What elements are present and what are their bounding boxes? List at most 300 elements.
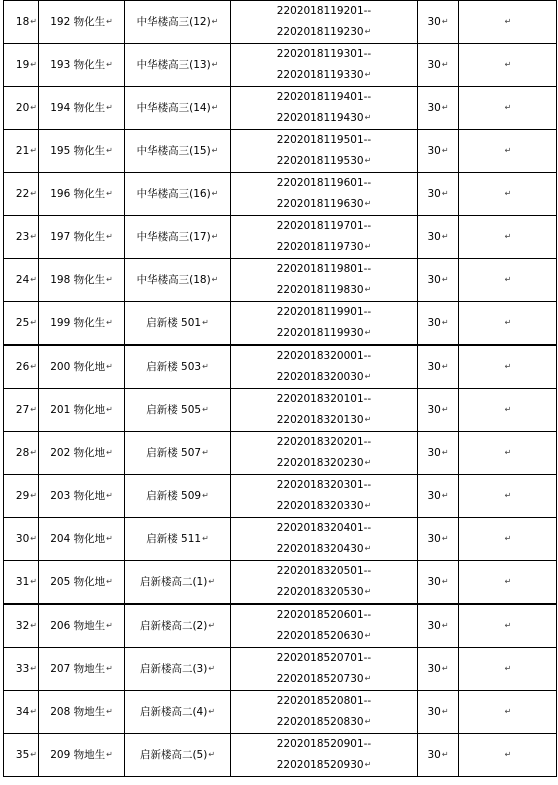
range-end bbox=[231, 194, 417, 215]
class-cell bbox=[39, 475, 125, 518]
count-text: 30 bbox=[427, 58, 441, 71]
paragraph-mark-icon: ↵ bbox=[30, 59, 37, 69]
range-cell bbox=[231, 734, 418, 777]
row-number-text: 23 bbox=[15, 230, 30, 243]
range-end bbox=[231, 65, 417, 86]
range-start: 2202018520801-- bbox=[276, 695, 372, 707]
count-cell bbox=[418, 734, 459, 777]
range-end-text: 2202018119530 bbox=[276, 155, 364, 167]
range-cell bbox=[231, 604, 418, 648]
count-text: 30 bbox=[427, 705, 441, 718]
range-end bbox=[231, 626, 417, 647]
paragraph-mark-icon: ↵ bbox=[202, 317, 209, 327]
count-text: 30 bbox=[427, 748, 441, 761]
paragraph-mark-icon: ↵ bbox=[106, 706, 113, 716]
row-number-text: 25 bbox=[15, 316, 30, 329]
room-cell bbox=[125, 561, 231, 605]
table-row bbox=[4, 432, 557, 475]
range-cell bbox=[231, 518, 418, 561]
paragraph-mark-icon: ↵ bbox=[364, 242, 372, 251]
paragraph-mark-icon: ↵ bbox=[441, 447, 449, 457]
class-cell bbox=[39, 734, 125, 777]
paragraph-mark-icon: ↵ bbox=[504, 231, 512, 241]
range-cell bbox=[231, 561, 418, 605]
note-cell bbox=[459, 216, 557, 259]
paragraph-mark-icon: ↵ bbox=[211, 102, 219, 112]
table-row bbox=[4, 259, 557, 302]
room-text: 启新楼 505 bbox=[146, 403, 202, 416]
row-number-cell bbox=[4, 734, 39, 777]
count-text: 30 bbox=[427, 187, 441, 200]
row-number-cell bbox=[4, 432, 39, 475]
paragraph-mark-icon: ↵ bbox=[364, 372, 372, 381]
room-cell bbox=[125, 648, 231, 691]
table-row bbox=[4, 1, 557, 44]
paragraph-mark-icon: ↵ bbox=[364, 674, 372, 683]
room-text: 中华楼高三(15) bbox=[136, 144, 211, 157]
table-row bbox=[4, 44, 557, 87]
paragraph-mark-icon: ↵ bbox=[504, 59, 512, 69]
paragraph-mark-icon: ↵ bbox=[364, 70, 372, 79]
range-end-text: 2202018320530 bbox=[276, 586, 364, 598]
range-cell bbox=[231, 44, 418, 87]
paragraph-mark-icon: ↵ bbox=[30, 145, 37, 155]
range-start: 2202018119701-- bbox=[276, 220, 372, 232]
table-row bbox=[4, 561, 557, 605]
row-number-cell bbox=[4, 648, 39, 691]
range-start: 2202018520701-- bbox=[276, 652, 372, 664]
range-cell bbox=[231, 1, 418, 44]
row-number-cell bbox=[4, 561, 39, 605]
row-number-text: 20 bbox=[15, 101, 30, 114]
room-cell bbox=[125, 691, 231, 734]
row-number-cell bbox=[4, 1, 39, 44]
count-cell bbox=[418, 302, 459, 346]
range-end bbox=[231, 367, 417, 388]
range-cell bbox=[231, 216, 418, 259]
paragraph-mark-icon: ↵ bbox=[504, 404, 512, 414]
note-cell bbox=[459, 259, 557, 302]
room-text: 启新楼 509 bbox=[146, 489, 202, 502]
paragraph-mark-icon: ↵ bbox=[106, 16, 113, 26]
row-number-text: 26 bbox=[15, 360, 30, 373]
range-start: 2202018320401-- bbox=[276, 522, 372, 534]
class-cell bbox=[39, 691, 125, 734]
row-number-text: 33 bbox=[15, 662, 30, 675]
range-end bbox=[231, 280, 417, 301]
table-row bbox=[4, 691, 557, 734]
count-cell bbox=[418, 432, 459, 475]
room-cell bbox=[125, 44, 231, 87]
row-number-text: 29 bbox=[15, 489, 30, 502]
row-number-cell bbox=[4, 216, 39, 259]
room-text: 中华楼高三(18) bbox=[136, 273, 211, 286]
table-row bbox=[4, 302, 557, 346]
range-cell bbox=[231, 648, 418, 691]
row-number-cell bbox=[4, 389, 39, 432]
count-cell bbox=[418, 345, 459, 389]
paragraph-mark-icon: ↵ bbox=[441, 231, 449, 241]
note-cell bbox=[459, 691, 557, 734]
class-text: 194 物化生 bbox=[50, 101, 106, 114]
range-end bbox=[231, 237, 417, 258]
range-cell bbox=[231, 389, 418, 432]
table-row bbox=[4, 173, 557, 216]
paragraph-mark-icon: ↵ bbox=[441, 749, 449, 759]
room-text: 启新楼高二(2) bbox=[139, 619, 208, 632]
paragraph-mark-icon: ↵ bbox=[202, 533, 209, 543]
count-cell bbox=[418, 561, 459, 605]
class-cell bbox=[39, 302, 125, 346]
paragraph-mark-icon: ↵ bbox=[364, 285, 372, 294]
note-cell bbox=[459, 302, 557, 346]
table-row bbox=[4, 87, 557, 130]
row-number-text: 28 bbox=[15, 446, 30, 459]
range-end bbox=[231, 755, 417, 776]
range-start: 2202018520901-- bbox=[276, 738, 372, 750]
table-row bbox=[4, 734, 557, 777]
class-cell bbox=[39, 44, 125, 87]
paragraph-mark-icon: ↵ bbox=[208, 749, 216, 759]
count-text: 30 bbox=[427, 532, 441, 545]
table-row bbox=[4, 216, 557, 259]
paragraph-mark-icon: ↵ bbox=[364, 415, 372, 424]
count-cell bbox=[418, 130, 459, 173]
count-cell bbox=[418, 604, 459, 648]
room-cell bbox=[125, 1, 231, 44]
room-cell bbox=[125, 130, 231, 173]
row-number-text: 27 bbox=[15, 403, 30, 416]
row-number-cell bbox=[4, 173, 39, 216]
paragraph-mark-icon: ↵ bbox=[211, 16, 219, 26]
class-cell bbox=[39, 604, 125, 648]
paragraph-mark-icon: ↵ bbox=[504, 317, 512, 327]
paragraph-mark-icon: ↵ bbox=[106, 274, 113, 284]
class-text: 192 物化生 bbox=[50, 15, 106, 28]
class-text: 203 物化地 bbox=[50, 489, 106, 502]
note-cell bbox=[459, 561, 557, 605]
paragraph-mark-icon: ↵ bbox=[106, 188, 113, 198]
paragraph-mark-icon: ↵ bbox=[441, 361, 449, 371]
paragraph-mark-icon: ↵ bbox=[106, 231, 113, 241]
room-text: 启新楼 507 bbox=[146, 446, 202, 459]
paragraph-mark-icon: ↵ bbox=[441, 59, 449, 69]
range-end-text: 2202018320130 bbox=[276, 414, 364, 426]
room-text: 启新楼高二(1) bbox=[139, 575, 208, 588]
count-text: 30 bbox=[427, 662, 441, 675]
table-row bbox=[4, 648, 557, 691]
range-end-text: 2202018320330 bbox=[276, 500, 364, 512]
paragraph-mark-icon: ↵ bbox=[441, 188, 449, 198]
class-text: 208 物地生 bbox=[50, 705, 106, 718]
note-cell bbox=[459, 173, 557, 216]
class-cell bbox=[39, 518, 125, 561]
paragraph-mark-icon: ↵ bbox=[30, 102, 37, 112]
paragraph-mark-icon: ↵ bbox=[441, 490, 449, 500]
range-end bbox=[231, 151, 417, 172]
row-number-text: 18 bbox=[15, 15, 30, 28]
note-cell bbox=[459, 130, 557, 173]
row-number-cell bbox=[4, 475, 39, 518]
range-cell bbox=[231, 432, 418, 475]
room-text: 中华楼高三(17) bbox=[136, 230, 211, 243]
room-text: 启新楼高二(3) bbox=[139, 662, 208, 675]
room-text: 启新楼 503 bbox=[146, 360, 202, 373]
paragraph-mark-icon: ↵ bbox=[30, 16, 37, 26]
paragraph-mark-icon: ↵ bbox=[364, 199, 372, 208]
count-cell bbox=[418, 259, 459, 302]
paragraph-mark-icon: ↵ bbox=[211, 59, 219, 69]
count-cell bbox=[418, 1, 459, 44]
paragraph-mark-icon: ↵ bbox=[208, 576, 216, 586]
paragraph-mark-icon: ↵ bbox=[441, 533, 449, 543]
row-number-cell bbox=[4, 604, 39, 648]
paragraph-mark-icon: ↵ bbox=[211, 188, 219, 198]
class-cell bbox=[39, 345, 125, 389]
row-number-text: 22 bbox=[15, 187, 30, 200]
paragraph-mark-icon: ↵ bbox=[441, 576, 449, 586]
range-end-text: 2202018320430 bbox=[276, 543, 364, 555]
room-text: 中华楼高三(16) bbox=[136, 187, 211, 200]
paragraph-mark-icon: ↵ bbox=[106, 490, 113, 500]
class-cell bbox=[39, 432, 125, 475]
range-cell bbox=[231, 475, 418, 518]
class-cell bbox=[39, 648, 125, 691]
room-cell bbox=[125, 216, 231, 259]
room-cell bbox=[125, 259, 231, 302]
range-cell bbox=[231, 87, 418, 130]
row-number-text: 34 bbox=[15, 705, 30, 718]
note-cell bbox=[459, 518, 557, 561]
count-cell bbox=[418, 691, 459, 734]
paragraph-mark-icon: ↵ bbox=[364, 587, 372, 596]
row-number-text: 19 bbox=[15, 58, 30, 71]
range-cell bbox=[231, 691, 418, 734]
row-number-text: 35 bbox=[15, 748, 30, 761]
range-start: 2202018320001-- bbox=[276, 350, 372, 362]
row-number-cell bbox=[4, 87, 39, 130]
paragraph-mark-icon: ↵ bbox=[106, 533, 113, 543]
range-start: 2202018320301-- bbox=[276, 479, 372, 491]
range-end bbox=[231, 453, 417, 474]
range-end bbox=[231, 669, 417, 690]
count-cell bbox=[418, 389, 459, 432]
range-cell bbox=[231, 259, 418, 302]
room-cell bbox=[125, 432, 231, 475]
table-row bbox=[4, 518, 557, 561]
paragraph-mark-icon: ↵ bbox=[441, 620, 449, 630]
paragraph-mark-icon: ↵ bbox=[30, 404, 37, 414]
note-cell bbox=[459, 604, 557, 648]
paragraph-mark-icon: ↵ bbox=[364, 544, 372, 553]
class-cell bbox=[39, 1, 125, 44]
paragraph-mark-icon: ↵ bbox=[30, 317, 37, 327]
room-cell bbox=[125, 87, 231, 130]
paragraph-mark-icon: ↵ bbox=[30, 663, 37, 673]
row-number-cell bbox=[4, 130, 39, 173]
range-start: 2202018119801-- bbox=[276, 263, 372, 275]
note-cell bbox=[459, 44, 557, 87]
class-text: 197 物化生 bbox=[50, 230, 106, 243]
class-text: 209 物地生 bbox=[50, 748, 106, 761]
room-cell bbox=[125, 475, 231, 518]
paragraph-mark-icon: ↵ bbox=[364, 458, 372, 467]
count-text: 30 bbox=[427, 619, 441, 632]
paragraph-mark-icon: ↵ bbox=[30, 490, 37, 500]
paragraph-mark-icon: ↵ bbox=[30, 231, 37, 241]
paragraph-mark-icon: ↵ bbox=[208, 706, 216, 716]
paragraph-mark-icon: ↵ bbox=[441, 145, 449, 155]
paragraph-mark-icon: ↵ bbox=[106, 749, 113, 759]
paragraph-mark-icon: ↵ bbox=[504, 188, 512, 198]
count-text: 30 bbox=[427, 15, 441, 28]
paragraph-mark-icon: ↵ bbox=[504, 145, 512, 155]
class-text: 199 物化生 bbox=[50, 316, 106, 329]
row-number-cell bbox=[4, 691, 39, 734]
range-end-text: 2202018119630 bbox=[276, 198, 364, 210]
row-number-text: 24 bbox=[15, 273, 30, 286]
paragraph-mark-icon: ↵ bbox=[504, 447, 512, 457]
table-row bbox=[4, 130, 557, 173]
note-cell bbox=[459, 734, 557, 777]
room-cell bbox=[125, 389, 231, 432]
paragraph-mark-icon: ↵ bbox=[106, 447, 113, 457]
count-text: 30 bbox=[427, 360, 441, 373]
note-cell bbox=[459, 1, 557, 44]
class-text: 201 物化地 bbox=[50, 403, 106, 416]
paragraph-mark-icon: ↵ bbox=[504, 16, 512, 26]
table-body bbox=[4, 1, 557, 777]
count-cell bbox=[418, 475, 459, 518]
range-end bbox=[231, 712, 417, 733]
paragraph-mark-icon: ↵ bbox=[441, 274, 449, 284]
class-text: 193 物化生 bbox=[50, 58, 106, 71]
row-number-text: 32 bbox=[15, 619, 30, 632]
range-end-text: 2202018119230 bbox=[276, 26, 364, 38]
paragraph-mark-icon: ↵ bbox=[441, 706, 449, 716]
paragraph-mark-icon: ↵ bbox=[106, 576, 113, 586]
count-cell bbox=[418, 44, 459, 87]
class-text: 204 物化地 bbox=[50, 532, 106, 545]
paragraph-mark-icon: ↵ bbox=[504, 706, 512, 716]
count-text: 30 bbox=[427, 403, 441, 416]
paragraph-mark-icon: ↵ bbox=[364, 760, 372, 769]
paragraph-mark-icon: ↵ bbox=[202, 404, 209, 414]
class-cell bbox=[39, 259, 125, 302]
paragraph-mark-icon: ↵ bbox=[441, 317, 449, 327]
range-start: 2202018320501-- bbox=[276, 565, 372, 577]
class-cell bbox=[39, 216, 125, 259]
paragraph-mark-icon: ↵ bbox=[30, 188, 37, 198]
room-text: 启新楼高二(5) bbox=[139, 748, 208, 761]
count-text: 30 bbox=[427, 575, 441, 588]
paragraph-mark-icon: ↵ bbox=[106, 620, 113, 630]
range-cell bbox=[231, 302, 418, 346]
range-start: 2202018320101-- bbox=[276, 393, 372, 405]
paragraph-mark-icon: ↵ bbox=[30, 447, 37, 457]
class-cell bbox=[39, 389, 125, 432]
paragraph-mark-icon: ↵ bbox=[211, 274, 219, 284]
range-end bbox=[231, 410, 417, 431]
paragraph-mark-icon: ↵ bbox=[106, 317, 113, 327]
paragraph-mark-icon: ↵ bbox=[364, 328, 372, 337]
range-end-text: 2202018119430 bbox=[276, 112, 364, 124]
range-end-text: 2202018320030 bbox=[276, 371, 364, 383]
paragraph-mark-icon: ↵ bbox=[504, 663, 512, 673]
range-end bbox=[231, 323, 417, 344]
paragraph-mark-icon: ↵ bbox=[441, 16, 449, 26]
paragraph-mark-icon: ↵ bbox=[364, 631, 372, 640]
range-end-text: 2202018520630 bbox=[276, 630, 364, 642]
paragraph-mark-icon: ↵ bbox=[202, 490, 209, 500]
room-cell bbox=[125, 345, 231, 389]
paragraph-mark-icon: ↵ bbox=[504, 102, 512, 112]
range-end-text: 2202018520830 bbox=[276, 716, 364, 728]
class-text: 200 物化地 bbox=[50, 360, 106, 373]
count-text: 30 bbox=[427, 144, 441, 157]
exam-room-table bbox=[3, 0, 557, 777]
paragraph-mark-icon: ↵ bbox=[30, 361, 37, 371]
paragraph-mark-icon: ↵ bbox=[30, 274, 37, 284]
class-cell bbox=[39, 173, 125, 216]
class-cell bbox=[39, 87, 125, 130]
paragraph-mark-icon: ↵ bbox=[364, 156, 372, 165]
paragraph-mark-icon: ↵ bbox=[504, 274, 512, 284]
paragraph-mark-icon: ↵ bbox=[202, 361, 209, 371]
count-cell bbox=[418, 648, 459, 691]
paragraph-mark-icon: ↵ bbox=[364, 717, 372, 726]
row-number-text: 21 bbox=[15, 144, 30, 157]
range-end bbox=[231, 582, 417, 603]
note-cell bbox=[459, 389, 557, 432]
range-end bbox=[231, 539, 417, 560]
row-number-cell bbox=[4, 259, 39, 302]
range-start: 2202018119601-- bbox=[276, 177, 372, 189]
table-row bbox=[4, 475, 557, 518]
row-number-cell bbox=[4, 345, 39, 389]
class-cell bbox=[39, 561, 125, 605]
count-text: 30 bbox=[427, 230, 441, 243]
range-start: 2202018119901-- bbox=[276, 306, 372, 318]
class-text: 196 物化生 bbox=[50, 187, 106, 200]
range-end-text: 2202018520730 bbox=[276, 673, 364, 685]
paragraph-mark-icon: ↵ bbox=[504, 620, 512, 630]
room-text: 中华楼高三(12) bbox=[136, 15, 211, 28]
paragraph-mark-icon: ↵ bbox=[106, 102, 113, 112]
count-cell bbox=[418, 216, 459, 259]
note-cell bbox=[459, 345, 557, 389]
class-text: 198 物化生 bbox=[50, 273, 106, 286]
row-number-text: 30 bbox=[15, 532, 30, 545]
paragraph-mark-icon: ↵ bbox=[106, 145, 113, 155]
paragraph-mark-icon: ↵ bbox=[208, 620, 216, 630]
row-number-cell bbox=[4, 302, 39, 346]
room-text: 启新楼 501 bbox=[146, 316, 202, 329]
room-cell bbox=[125, 604, 231, 648]
room-text: 启新楼 511 bbox=[146, 532, 202, 545]
room-cell bbox=[125, 734, 231, 777]
class-cell bbox=[39, 130, 125, 173]
paragraph-mark-icon: ↵ bbox=[106, 663, 113, 673]
range-end bbox=[231, 22, 417, 43]
row-number-cell bbox=[4, 44, 39, 87]
range-end-text: 2202018119830 bbox=[276, 284, 364, 296]
range-end-text: 2202018320230 bbox=[276, 457, 364, 469]
room-cell bbox=[125, 518, 231, 561]
count-text: 30 bbox=[427, 489, 441, 502]
paragraph-mark-icon: ↵ bbox=[106, 404, 113, 414]
count-text: 30 bbox=[427, 316, 441, 329]
